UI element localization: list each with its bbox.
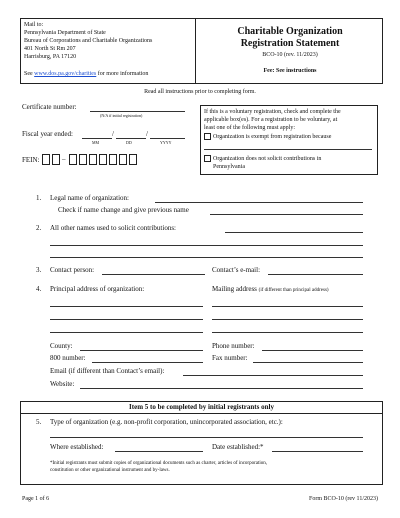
website-label: Website:: [50, 380, 75, 388]
fein-dash: –: [62, 155, 66, 163]
other-names-input-2[interactable]: [50, 245, 363, 246]
fiscal-mm-hint: MM: [92, 140, 100, 145]
principal-address-label: Principal address of organization:: [50, 285, 145, 293]
fiscal-year-input[interactable]: [150, 138, 185, 139]
certificate-input[interactable]: [90, 111, 185, 112]
fein-digit-6[interactable]: [99, 154, 107, 165]
fiscal-dd-hint: DD: [126, 140, 132, 145]
fax-label: Fax number:: [212, 354, 248, 362]
other-names-input-1[interactable]: [225, 232, 363, 233]
contact-email-label: Contact’s e-mail:: [212, 266, 261, 274]
email-label: Email (if different than Contact’s email):: [50, 367, 165, 375]
form-title-line2: Registration Statement: [240, 38, 340, 49]
no-solicit-label-1: Organization does not solicit contributions in: [213, 156, 322, 162]
item-5-number: 5.: [36, 418, 42, 426]
principal-address-input-1[interactable]: [50, 306, 203, 307]
form-title-line1: Charitable Organization: [237, 26, 343, 37]
previous-name-input[interactable]: [210, 214, 363, 215]
fiscal-slash-2: /: [146, 130, 148, 138]
city-address: Harrisburg, PA 17120: [24, 54, 77, 60]
fiscal-yyyy-hint: YYYY: [160, 140, 172, 145]
certificate-hint: (N/A if initial registration): [100, 113, 143, 118]
page-number: Page 1 of 6: [22, 496, 50, 502]
read-instructions: Read all instructions prior to completing form.: [144, 89, 256, 95]
website-input[interactable]: [80, 388, 363, 389]
email-input[interactable]: [183, 375, 363, 376]
voluntary-text-1: If this is a voluntary registration, check and complete the: [204, 109, 341, 115]
organization-type-label: Type of organization (e.g. non-profit corporation, unincorporated association, etc.):: [50, 418, 283, 426]
contact-person-label: Contact person:: [50, 266, 95, 274]
fein-label: FEIN:: [22, 156, 40, 164]
form-code: BCO-10 (rev. 11/2023): [262, 52, 318, 58]
item-4-number: 4.: [36, 285, 42, 293]
mailing-address-input-2[interactable]: [212, 319, 363, 320]
item-2-number: 2.: [36, 224, 42, 232]
mailing-address-text: Mailing address: [212, 285, 257, 293]
item-3-number: 3.: [36, 266, 42, 274]
toll-free-label: 800 number:: [50, 354, 86, 362]
fiscal-year-label: Fiscal year ended:: [22, 130, 73, 138]
item-5-note-line1: *Initial registrants must submit copies of organizational documents such as charter, articles of incorporation,: [50, 461, 268, 466]
mail-to-label: Mail to:: [24, 22, 44, 28]
mailing-address-hint: (if different than principal address): [258, 288, 329, 293]
where-established-label: Where established:: [50, 443, 104, 451]
date-established-label: Date established:*: [212, 443, 264, 451]
exempt-checkbox[interactable]: [204, 133, 211, 140]
no-solicit-checkbox[interactable]: [204, 155, 211, 162]
dept-name: Pennsylvania Department of State: [24, 30, 106, 36]
date-established-input[interactable]: [272, 451, 363, 452]
see-suffix: for more information: [97, 71, 149, 77]
fee-note: Fee: See instructions: [263, 68, 317, 74]
fein-digit-7[interactable]: [109, 154, 117, 165]
item-5-note-line2: constitution or other organizational instrument and by-laws.: [50, 468, 170, 473]
contact-email-input[interactable]: [268, 274, 363, 275]
other-names-input-3[interactable]: [50, 257, 363, 258]
form-revision: Form BCO-10 (rev 11/2023): [309, 496, 378, 502]
fax-input[interactable]: [253, 362, 363, 363]
fein-digit-8[interactable]: [119, 154, 127, 165]
contact-person-input[interactable]: [102, 274, 205, 275]
phone-input[interactable]: [262, 350, 363, 351]
header-divider: [195, 18, 196, 84]
item-5-heading-divider: [20, 413, 383, 414]
voluntary-text-2: applicable box(es). For a registration to be voluntary, at: [204, 117, 338, 123]
exempt-reason-input[interactable]: [204, 149, 372, 150]
toll-free-input[interactable]: [92, 362, 203, 363]
exempt-label: Organization is exempt from registration because: [213, 134, 332, 140]
principal-address-input-2[interactable]: [50, 319, 203, 320]
fein-digit-4[interactable]: [79, 154, 87, 165]
fiscal-month-input[interactable]: [82, 138, 112, 139]
fein-digit-5[interactable]: [89, 154, 97, 165]
legal-name-label: Legal name of organization:: [50, 194, 129, 202]
mailing-address-input-3[interactable]: [212, 332, 363, 333]
county-input[interactable]: [80, 350, 203, 351]
mailing-address-label: [212, 286, 329, 293]
no-solicit-label-2: Pennsylvania: [213, 164, 245, 170]
mailing-address-input-1[interactable]: [212, 306, 363, 307]
fiscal-day-input[interactable]: [116, 138, 146, 139]
fein-digit-2[interactable]: [52, 154, 60, 165]
principal-address-input-3[interactable]: [50, 332, 203, 333]
street-address: 401 North St Rm 207: [24, 46, 76, 52]
legal-name-input[interactable]: [155, 202, 363, 203]
fein-digit-1[interactable]: [42, 154, 50, 165]
item-5-heading: Item 5 to be completed by initial registrants only: [129, 403, 274, 411]
county-label: County:: [50, 342, 73, 350]
fein-digit-9[interactable]: [129, 154, 137, 165]
other-names-label: All other names used to solicit contributions:: [50, 224, 176, 232]
phone-label: Phone number:: [212, 342, 255, 350]
see-line: [24, 71, 148, 77]
name-change-label: Check if name change and give previous name: [58, 206, 189, 214]
fiscal-slash-1: /: [112, 130, 114, 138]
bureau-name: Bureau of Corporations and Charitable Organizations: [24, 38, 153, 44]
certificate-label: Certificate number:: [22, 103, 77, 111]
charities-link[interactable]: www.dos.pa.gov/charities: [34, 71, 97, 77]
item-1-number: 1.: [36, 194, 42, 202]
where-established-input[interactable]: [115, 451, 203, 452]
see-label: See: [24, 71, 33, 77]
organization-type-input[interactable]: [50, 437, 363, 438]
voluntary-text-3: least one of the following must apply:: [204, 125, 295, 131]
fein-digit-3[interactable]: [69, 154, 77, 165]
